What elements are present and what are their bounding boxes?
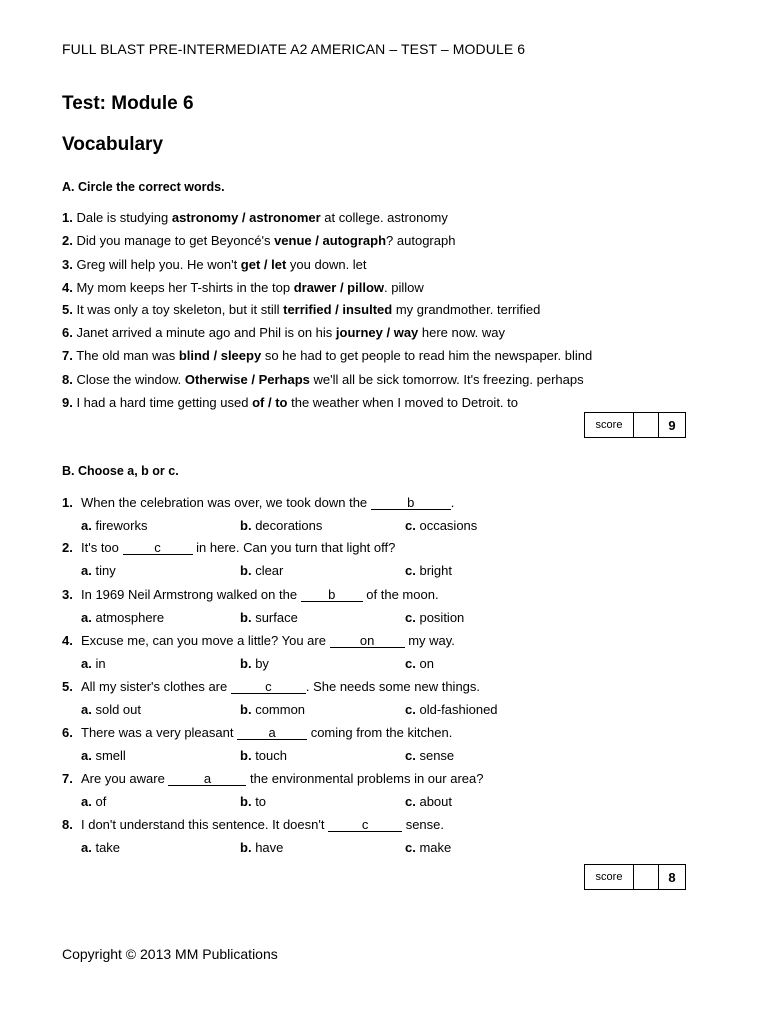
part-b-question (62, 771, 483, 786)
part-a-item (62, 302, 540, 317)
part-a-item (62, 348, 592, 363)
option-text: on (419, 656, 434, 671)
option-letter: b. (240, 840, 252, 855)
option-1: of (252, 395, 265, 410)
item-text-post: ? autograph (386, 233, 456, 248)
section-title: Vocabulary (62, 134, 164, 155)
option-letter: b. (240, 748, 252, 763)
item-number: 2. (62, 233, 73, 248)
option-letter: c. (405, 518, 416, 533)
score-label: score (585, 413, 634, 437)
option-letter: a. (81, 702, 92, 717)
answer-blank: b (371, 496, 451, 510)
question-number: 3. (62, 587, 73, 602)
option-letter: a. (81, 563, 92, 578)
item-number: 1. (62, 210, 73, 225)
option-2: to (275, 395, 288, 410)
option-separator: / (336, 280, 348, 295)
item-number: 8. (62, 372, 73, 387)
item-text-pre: The old man was (72, 348, 179, 363)
option-b (240, 610, 298, 625)
option-text: occasions (419, 518, 478, 533)
option-letter: c. (405, 748, 416, 763)
option-separator: / (209, 348, 221, 363)
item-text-pre: Janet arrived a minute ago and Phil is on his (72, 325, 336, 340)
part-a-item (62, 280, 424, 295)
answer-blank: on (330, 634, 405, 648)
option-text: sold out (95, 702, 142, 717)
answer-blank: c (231, 680, 306, 694)
option-text: tiny (95, 563, 116, 578)
option-2: sleepy (220, 348, 262, 363)
part-b-question (62, 725, 452, 740)
option-c (405, 702, 498, 717)
option-separator: / (382, 325, 394, 340)
option-text: take (95, 840, 121, 855)
test-title: Test: Module 6 (62, 93, 194, 114)
item-number: 5. (62, 302, 73, 317)
option-1: Otherwise (184, 372, 248, 387)
score-total: 8 (668, 869, 676, 885)
option-letter: c. (405, 656, 416, 671)
option-text: sense (419, 748, 455, 763)
part-a-item (62, 257, 367, 272)
answer-blank: a (237, 726, 307, 740)
option-text: smell (95, 748, 126, 763)
option-separator: / (238, 210, 250, 225)
option-separator: / (264, 395, 276, 410)
part-b-question (62, 540, 395, 555)
option-1: terrified (283, 302, 332, 317)
option-letter: a. (81, 840, 92, 855)
option-letter: c. (405, 840, 416, 855)
question-text-post: . She needs some new things. (305, 679, 481, 694)
part-a-score-box (584, 412, 686, 438)
option-2: astronomer (249, 210, 321, 225)
option-letter: b. (240, 656, 252, 671)
question-text-post: my way. (404, 633, 455, 648)
option-2: Perhaps (258, 372, 310, 387)
item-text-pre: Greg will help you. He won't (72, 257, 241, 272)
score-blank (634, 413, 659, 437)
option-a (81, 610, 164, 625)
option-text: old-fashioned (419, 702, 498, 717)
option-separator: / (247, 372, 259, 387)
item-text-pre: Close the window. (72, 372, 185, 387)
score-label: score (585, 865, 634, 889)
option-a (81, 794, 106, 809)
option-2: pillow (347, 280, 385, 295)
option-a (81, 840, 120, 855)
item-text-pre: I had a hard time getting used (72, 395, 253, 410)
option-letter: b. (240, 702, 252, 717)
question-number: 8. (62, 817, 73, 832)
score-total: 9 (668, 417, 676, 433)
part-b-score-box (584, 864, 686, 890)
part-b-question (62, 495, 454, 510)
question-number: 5. (62, 679, 73, 694)
option-1: blind (178, 348, 210, 363)
item-text-pre: It was only a toy skeleton, but it still (72, 302, 284, 317)
option-text: have (255, 840, 284, 855)
question-text-pre: It's too (81, 540, 123, 555)
option-text: of (95, 794, 107, 809)
option-letter: c. (405, 610, 416, 625)
option-a (81, 656, 106, 671)
option-text: bright (419, 563, 452, 578)
item-text-post: here now. way (418, 325, 505, 340)
question-text-pre: I don't understand this sentence. It doesn't (81, 817, 329, 832)
page-header: FULL BLAST PRE-INTERMEDIATE A2 AMERICAN – TEST – MODULE 6 (62, 41, 526, 57)
option-2: insulted (342, 302, 393, 317)
question-number: 4. (62, 633, 73, 648)
copyright-footer: Copyright © 2013 MM Publications (62, 946, 278, 962)
option-1: get (240, 257, 261, 272)
option-text: position (419, 610, 465, 625)
option-c (405, 518, 477, 533)
option-letter: b. (240, 610, 252, 625)
option-separator: / (331, 302, 343, 317)
answer-blank: c (328, 818, 402, 832)
option-1: drawer (293, 280, 337, 295)
answer-blank: c (123, 541, 193, 555)
option-letter: b. (240, 794, 252, 809)
option-b (240, 563, 283, 578)
option-b (240, 748, 287, 763)
option-b (240, 702, 305, 717)
item-text-post: so he had to get people to read him the newspaper. blind (261, 348, 593, 363)
question-text-post: the environmental problems in our area? (246, 771, 484, 786)
option-2: autograph (322, 233, 387, 248)
option-1: venue (274, 233, 312, 248)
option-separator: / (260, 257, 272, 272)
item-text-pre: My mom keeps her T-shirts in the top (72, 280, 294, 295)
option-c (405, 794, 452, 809)
item-number: 4. (62, 280, 73, 295)
question-text-post: . (450, 495, 455, 510)
score-blank (634, 865, 659, 889)
option-c (405, 656, 434, 671)
option-text: decorations (255, 518, 323, 533)
part-a-item (62, 210, 448, 225)
item-number: 9. (62, 395, 73, 410)
option-a (81, 518, 147, 533)
part-a-instruction: A. Circle the correct words. (62, 180, 225, 194)
option-b (240, 518, 322, 533)
option-a (81, 748, 126, 763)
question-text-pre: Are you aware (81, 771, 169, 786)
item-text-pre: Dale is studying (72, 210, 172, 225)
item-text-post: my grandmother. terrified (392, 302, 541, 317)
part-a-item (62, 395, 518, 410)
option-c (405, 840, 451, 855)
option-2: way (393, 325, 419, 340)
option-text: make (419, 840, 452, 855)
answer-blank: a (168, 772, 246, 786)
question-number: 7. (62, 771, 73, 786)
item-text-pre: Did you manage to get Beyoncé's (72, 233, 275, 248)
question-text-pre: There was a very pleasant (81, 725, 238, 740)
option-letter: c. (405, 563, 416, 578)
option-c (405, 748, 454, 763)
question-text-pre: When the celebration was over, we took down the (81, 495, 371, 510)
item-number: 3. (62, 257, 73, 272)
question-text-pre: In 1969 Neil Armstrong walked on the (81, 587, 301, 602)
item-text-post: we'll all be sick tomorrow. It's freezing. perhaps (309, 372, 584, 387)
option-a (81, 702, 141, 717)
question-number: 6. (62, 725, 73, 740)
option-a (81, 563, 116, 578)
option-c (405, 563, 452, 578)
option-b (240, 656, 269, 671)
option-1: journey (335, 325, 383, 340)
option-letter: a. (81, 610, 92, 625)
option-separator: / (311, 233, 323, 248)
option-c (405, 610, 464, 625)
item-number: 6. (62, 325, 73, 340)
item-text-post: at college. astronomy (320, 210, 448, 225)
option-text: about (419, 794, 453, 809)
part-b-instruction: B. Choose a, b or c. (62, 464, 179, 478)
question-text-post: sense. (402, 817, 444, 832)
part-b-question (62, 817, 444, 832)
option-letter: a. (81, 656, 92, 671)
item-text-post: the weather when I moved to Detroit. to (287, 395, 518, 410)
option-text: atmosphere (95, 610, 165, 625)
option-1: astronomy (171, 210, 239, 225)
part-b-question (62, 679, 480, 694)
part-a-item (62, 372, 584, 387)
question-text-post: coming from the kitchen. (307, 725, 453, 740)
part-a-item (62, 233, 455, 248)
option-letter: a. (81, 518, 92, 533)
question-number: 2. (62, 540, 73, 555)
question-text-post: in here. Can you turn that light off? (192, 540, 396, 555)
option-text: surface (255, 610, 298, 625)
option-letter: b. (240, 518, 252, 533)
option-letter: a. (81, 748, 92, 763)
option-text: clear (255, 563, 284, 578)
option-letter: c. (405, 702, 416, 717)
option-text: by (255, 656, 269, 671)
option-text: to (255, 794, 267, 809)
option-2: let (271, 257, 287, 272)
option-letter: c. (405, 794, 416, 809)
part-b-question (62, 633, 455, 648)
item-text-post: . pillow (384, 280, 424, 295)
item-text-post: you down. let (286, 257, 367, 272)
option-text: common (255, 702, 306, 717)
option-text: in (95, 656, 106, 671)
option-b (240, 840, 283, 855)
option-letter: a. (81, 794, 92, 809)
option-b (240, 794, 266, 809)
option-letter: b. (240, 563, 252, 578)
item-number: 7. (62, 348, 73, 363)
question-text-pre: Excuse me, can you move a little? You are (81, 633, 330, 648)
part-a-item (62, 325, 505, 340)
option-text: fireworks (95, 518, 148, 533)
question-number: 1. (62, 495, 73, 510)
option-text: touch (255, 748, 287, 763)
question-text-post: of the moon. (362, 587, 439, 602)
question-text-pre: All my sister's clothes are (81, 679, 231, 694)
answer-blank: b (301, 588, 363, 602)
part-b-question (62, 587, 439, 602)
